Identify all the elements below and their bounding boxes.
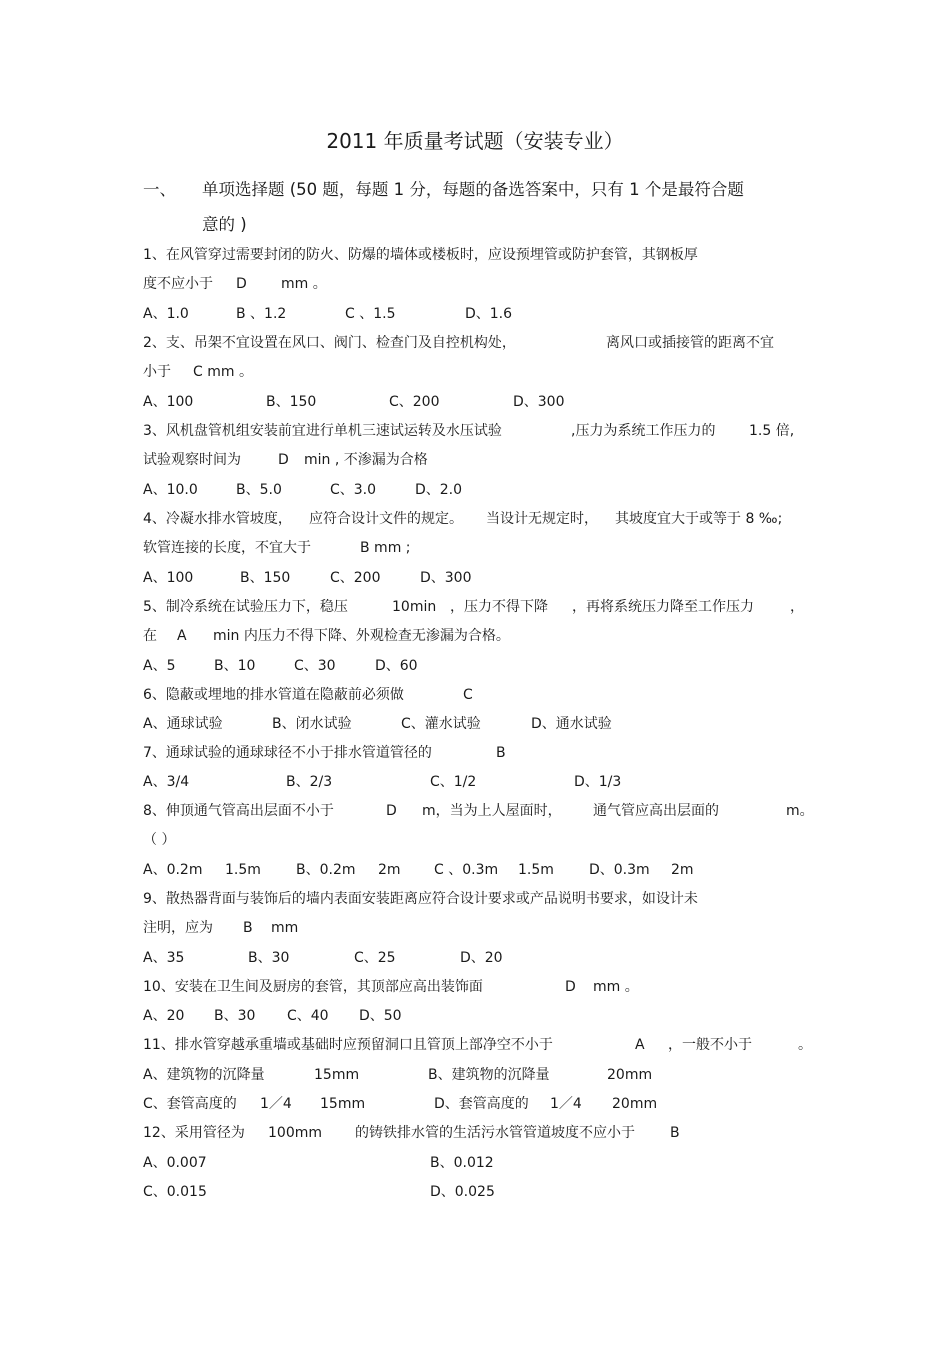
text-segment: C、200 [330,570,381,586]
question-8-text-cont [0,830,950,850]
text-segment: D、60 [375,658,418,674]
text-segment: 11、排水管穿越承重墙或基础时应预留洞口且管顶上部净空不小于 [143,1037,553,1053]
section-heading-continued: 意的 ) [202,215,247,234]
question-11-options-cd [0,1094,950,1114]
text-segment: B、0.012 [430,1155,494,1171]
question-11-options-ab [0,1065,950,1085]
text-segment: 小于 [143,364,171,380]
question-8-text [0,801,950,821]
text-segment: A、建筑物的沉降量 [143,1067,265,1083]
text-segment: D、0.3m [589,862,650,878]
question-3-options [0,480,950,500]
question-6-text [0,685,950,705]
question-2-text [0,333,950,353]
text-segment: min 内压力不得下降、外观检查无渗漏为合格。 [213,628,510,644]
text-segment: 离风口或插接管的距离不宜 [606,335,774,351]
text-segment: A、通球试验 [143,716,223,732]
text-segment: B、建筑物的沉降量 [428,1067,550,1083]
text-segment: 3、风机盘管机组安装前宜进行单机三速试运转及水压试验 [143,423,502,439]
question-3-text-cont [0,450,950,470]
text-segment: 1.5m [518,862,554,878]
text-segment: 12、采用管径为 [143,1125,245,1141]
question-9-options [0,948,950,968]
text-segment: 1／4 [550,1096,582,1112]
text-segment: 2、支、吊架不宜设置在风口、阀门、检查门及自控机构处， [143,335,516,351]
text-segment: 其坡度宜大于或等于 8 ‰; [615,511,783,527]
question-1-options [0,304,950,324]
text-segment: mm 。 [593,979,639,995]
text-segment: D、通水试验 [531,716,612,732]
question-4-text [0,509,950,529]
text-segment: ， [790,599,804,615]
answer-mark: B mm ; [360,540,411,556]
text-segment: 软管连接的长度，不宜大于 [143,540,311,556]
text-segment: 2m [671,862,694,878]
text-segment: 20mm [612,1096,658,1112]
answer-mark: C mm 。 [193,364,253,380]
text-segment: 在 [143,628,157,644]
text-segment: A、35 [143,950,185,966]
text-segment: C、1/2 [430,774,477,790]
question-5-text-cont [0,626,950,646]
answer-mark: B [496,745,506,761]
text-segment: D、300 [420,570,472,586]
text-segment: 100mm [268,1125,322,1141]
text-segment: 10、安装在卫生间及厨房的套管，其顶部应高出装饰面 [143,979,483,995]
text-segment: 度不应小于 [143,276,213,292]
text-segment: A、3/4 [143,774,190,790]
question-9-text [0,889,950,909]
text-segment: 注明，应为 [143,920,213,936]
answer-mark: A [635,1037,645,1053]
text-segment: D、1/3 [574,774,622,790]
text-segment: B 、1.2 [236,306,287,322]
text-segment: C、0.015 [143,1184,207,1200]
answer-mark: D [386,803,397,819]
question-6-options [0,714,950,734]
question-5-options [0,656,950,676]
text-segment: mm [271,920,299,936]
text-segment: 9、散热器背面与装饰后的墙内表面安装距离应符合设计要求或产品说明书要求，如设计未 [143,891,698,907]
question-7-text [0,743,950,763]
text-segment: 4、冷凝水排水管坡度， [143,511,292,527]
question-1-text [0,245,950,265]
text-segment: B、2/3 [286,774,333,790]
text-segment: 10min [392,599,437,615]
text-segment: C、200 [389,394,440,410]
text-segment: min , 不渗漏为合格 [304,452,428,468]
answer-mark: A [177,628,187,644]
answer-mark: D [565,979,576,995]
text-segment: A、5 [143,658,176,674]
text-segment: 1、在风管穿过需要封闭的防火、防爆的墙体或楼板时，应设预埋管或防护套管，其钢板厚 [143,247,698,263]
page-title: 2011 年质量考试题（安装专业） [326,129,624,153]
text-segment: ,压力为系统工作压力的 [571,423,716,439]
text-segment: D、2.0 [415,482,463,498]
question-12-options-cd [0,1182,950,1202]
text-segment: A、0.2m [143,862,203,878]
text-segment: C 、1.5 [345,306,396,322]
text-segment: B、150 [266,394,317,410]
text-segment: 6、隐蔽或埋地的排水管道在隐蔽前必须做 [143,687,404,703]
text-segment: 2m [378,862,401,878]
text-segment: A、20 [143,1008,185,1024]
text-segment: 20mm [607,1067,653,1083]
text-segment: A、1.0 [143,306,189,322]
text-segment: C、套管高度的 [143,1096,237,1112]
section-heading: 单项选择题 (50 题，每题 1 分，每题的备选答案中，只有 1 个是最符合题 [202,180,744,199]
text-segment: ，一般不小于 [668,1037,752,1053]
question-4-text-cont [0,538,950,558]
text-segment: 试验观察时间为 [143,452,241,468]
section-number: 一、 [143,180,176,199]
text-segment: 的铸铁排水管的生活污水管管道坡度不应小于 [355,1125,635,1141]
question-1-text-cont [0,274,950,294]
text-segment: 5、制冷系统在试验压力下，稳压 [143,599,348,615]
text-segment: B、150 [240,570,291,586]
text-segment: D、1.6 [465,306,513,322]
question-2-text-cont [0,362,950,382]
text-segment: 7、通球试验的通球球径不小于排水管道管径的 [143,745,432,761]
text-segment: A、100 [143,394,194,410]
text-segment: B、闭水试验 [272,716,352,732]
question-11-text [0,1035,950,1055]
answer-mark: B [670,1125,680,1141]
question-9-text-cont [0,918,950,938]
text-segment: D、套管高度的 [434,1096,529,1112]
text-segment: D、20 [460,950,503,966]
answer-mark: D [236,276,247,292]
text-segment: （ ） [143,832,176,848]
text-segment: D、300 [513,394,565,410]
text-segment: 当设计无规定时， [486,511,598,527]
answer-mark: B [243,920,253,936]
text-segment: D、50 [359,1008,402,1024]
text-segment: C 、0.3m [434,862,499,878]
text-segment: C、40 [287,1008,329,1024]
answer-mark: C [463,687,473,703]
text-segment: m。 [786,803,814,819]
text-segment: B、30 [248,950,290,966]
text-segment: B、30 [214,1008,256,1024]
question-4-options [0,568,950,588]
text-segment: 1.5m [225,862,261,878]
question-2-options [0,392,950,412]
text-segment: 8、伸顶通气管高出层面不小于 [143,803,334,819]
text-segment: 1／4 [260,1096,292,1112]
text-segment: 1.5 倍, [749,423,795,439]
text-segment: A、10.0 [143,482,198,498]
text-segment: B、10 [214,658,256,674]
text-segment: 。 [798,1037,812,1053]
text-segment: B、0.2m [296,862,356,878]
text-segment: C、3.0 [330,482,377,498]
question-12-text [0,1123,950,1143]
text-segment: C、30 [294,658,336,674]
question-10-text [0,977,950,997]
question-5-text [0,597,950,617]
text-segment: ，再将系统压力降至工作压力 [572,599,754,615]
text-segment: 通气管应高出层面的 [593,803,719,819]
text-segment: 15mm [320,1096,366,1112]
text-segment: C、灌水试验 [401,716,481,732]
text-segment: mm 。 [281,276,327,292]
text-segment: B、5.0 [236,482,282,498]
question-12-options-ab [0,1153,950,1173]
text-segment: 15mm [314,1067,360,1083]
question-3-text [0,421,950,441]
text-segment: m，当为上人屋面时， [422,803,562,819]
question-7-options [0,772,950,792]
answer-mark: D [278,452,289,468]
text-segment: 应符合设计文件的规定。 [309,511,463,527]
text-segment: D、0.025 [430,1184,495,1200]
question-10-options [0,1006,950,1026]
text-segment: A、0.007 [143,1155,207,1171]
text-segment: ，压力不得下降 [450,599,548,615]
text-segment: C、25 [354,950,396,966]
question-8-options [0,860,950,880]
text-segment: A、100 [143,570,194,586]
